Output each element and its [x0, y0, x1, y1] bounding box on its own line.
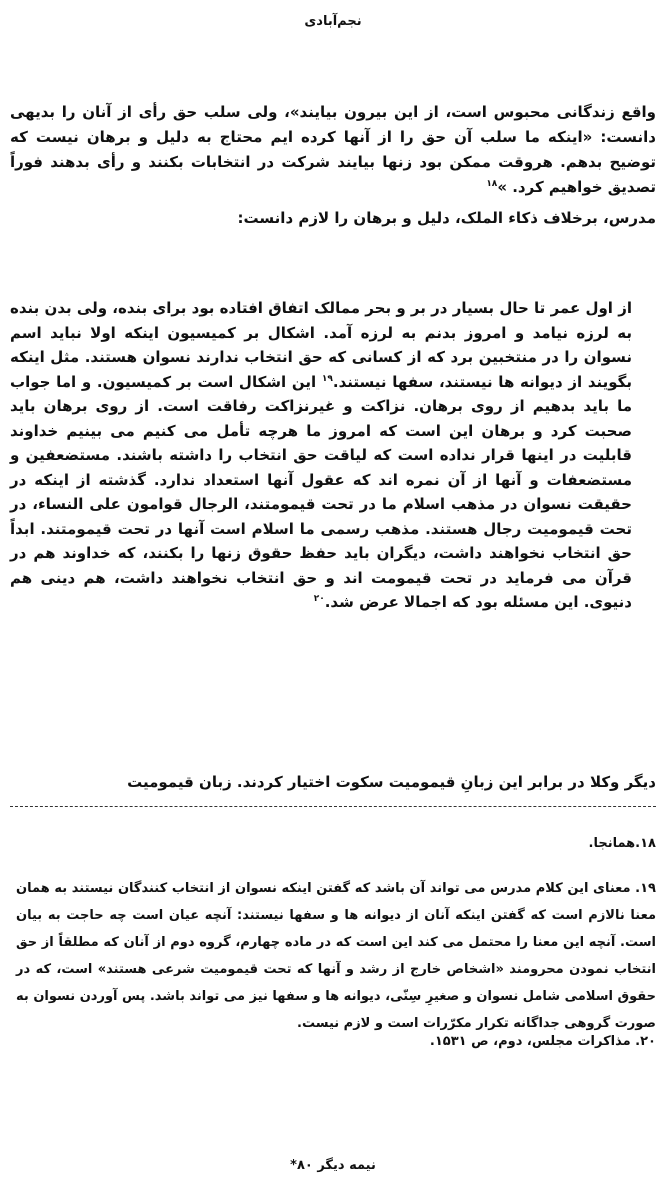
- footnote-20: ۲۰. مذاکرات مجلس، دوم، ص ۱۵۳۱.: [429, 1034, 656, 1049]
- footnote-ref-19[interactable]: ۱۹: [321, 373, 333, 384]
- body-paragraph-1: [10, 100, 656, 200]
- block-quote-text-b: این اشکال است بر کمیسیون. و اما جواب ما باید بدهیم از روی برهان. نزاکت و غیرنزاکت رفاقت است. از روی برهان باید صحبت کرد و برهان این است که امروز ما هرچه تأمل می کنیم می بینیم خداوند قابلیت در اینها قرار نداده است که لیاقت حق انتخاب را داشته باشند. مستضعفین و مستضعفات و آنها از آن نمره اند که عقول آنها استعداد ندارد. گذشته از اینکه در حقیقت نسوان در مذهب اسلام ما در تحت قیمومتند، الرجال قوامون علی النساء، در تحت قیمومیت رجال هستند. مذهب رسمی ما اسلام است آنها در تحت قیمومتند. ابداً حق انتخاب نخواهند داشت، دیگران باید حفظ حقوق زنها را بکنند، که خداوند هم در قرآن می فرماید در تحت قیمومت اند و حق انتخاب نخواهند داشت، هم دینی هم دنیوی. این مسئله بود که اجمالا عرض شد.: [10, 372, 632, 611]
- footnote-ref-18[interactable]: ۱۸: [486, 179, 498, 189]
- block-quote-text-a: از اول عمر تا حال بسیار در بر و بحر ممالک اتفاق افتاده بود برای بنده، ولی بدن بنده به لرزه نیامد و امروز بدنم به لرزه آمد. اشکال بر کمیسیون اینکه اولا نباید اسم نسوان را در منتخبین برد که از کسانی که حق انتخاب ندارند نسوان هستند. مثل اینکه بگویند از دیوانه ها نیستند، سفها نیستند.: [10, 299, 632, 391]
- footnote-ref-20[interactable]: ۲۰: [313, 594, 325, 604]
- footnote-18: ۱۸.همانجا.: [588, 836, 656, 851]
- running-header: نجم‌آبادی: [304, 14, 362, 29]
- body-paragraph-1-text: واقع زندگانی محبوس است، از این بیرون بیایند»، ولی سلب حق رأی از آنان را بدیهی دانست: «اینکه ما سلب آن حق را از آنها کرده ایم محتاج به دلیل و برهان نیست که توضیح بدهم. هروقت ممکن بود زنها بیایند شرکت در انتخابات بکنند و رأی بدهند فوراً تصدیق خواهیم کرد. »: [10, 103, 656, 196]
- body-paragraph-3: دیگر وکلا در برابر این زبانِ قیمومیت سکوت اختیار کردند. زبان قیمومیت: [127, 773, 656, 791]
- footnote-19: ۱۹. معنای این کلام مدرس می تواند آن باشد که گفتن اینکه نسوان از انتخاب کنندگان نیستند به همان معنا نالازم است که گفتن اینکه آنان از دیوانه ها و سفها نیستند: آنچه عیان است چه حاجت به بیان است. آنچه این معنا را محتمل می کند این است که در ماده چهارم، گروه دوم از آنان که مطلقاً از حق انتخاب نمودن محرومند «اشخاص خارج از رشد و آنها که تحت قیمومیت شرعی هستند» است، که در حقوق اسلامی شامل نسوان و صغیرِ سِنّی، دیوانه ها و سفها نیز می تواند باشد. پس آوردن نسوان به صورت گروهی جداگانه تکرار مکرّرات است و لازم نیست.: [16, 881, 656, 1031]
- body-paragraph-2: مدرس، برخلاف ذکاء الملک، دلیل و برهان را لازم دانست:: [237, 209, 656, 227]
- block-quote: [10, 296, 632, 615]
- footnote-divider: [10, 806, 656, 807]
- page-footer: نیمه دیگر ۸۰*: [290, 1158, 376, 1173]
